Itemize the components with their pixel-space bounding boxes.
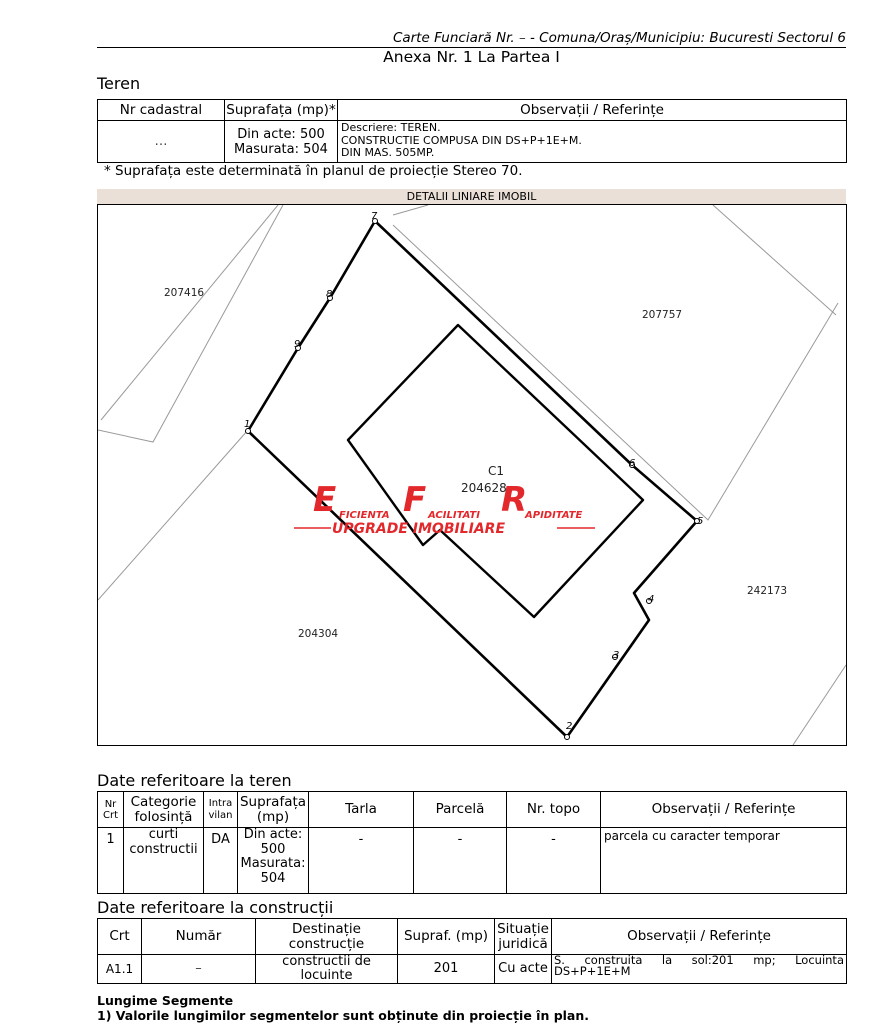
land-title: Date referitoare la teren [97, 771, 292, 790]
table-row [98, 828, 847, 894]
cf-number: – [518, 30, 526, 46]
watermark-word-3: APIDITATE [525, 510, 583, 521]
point-marker-2 [565, 735, 570, 740]
cadastral-header [97, 29, 846, 48]
land-nr-topo: - [507, 828, 601, 894]
land-categorie: curti constructii [124, 828, 204, 894]
watermark-initial-e: E [313, 480, 337, 520]
cons-obs-line-2: DS+P+1E+M [554, 964, 631, 978]
point-label-9: 9 [294, 339, 301, 350]
col-observatii: Observații / Referințe [552, 919, 847, 955]
locality: - Comuna/Oraș/Municipiu: Bucuresti Sectorul 6 [530, 30, 846, 46]
watermark-initial-f: F [403, 480, 427, 520]
col-categorie: Categorie folosință [124, 792, 204, 828]
col-suprafata: Suprafața (mp)* [225, 100, 338, 121]
col-parcela: Parcelă [414, 792, 507, 828]
annex-title: Anexa Nr. 1 La Partea I [383, 48, 560, 66]
col-crt: Crt [98, 919, 142, 955]
watermark-word-1: FICIENTA [339, 510, 390, 521]
area-acte: Din acte: 500 [237, 126, 325, 142]
point-label-1: 1 [244, 419, 251, 430]
nr-cadastral-value: … [98, 121, 225, 163]
watermark-initial-r: R [501, 480, 528, 520]
teren-area-cell [225, 121, 338, 163]
detail-section-label: DETALII LINIARE IMOBIL [97, 189, 846, 204]
col-suprafata: Suprafața (mp) [238, 792, 309, 828]
neighbor-line-207757-c [713, 205, 836, 315]
cons-observatii [552, 955, 847, 984]
obs-line: CONSTRUCTIE COMPUSA DIN DS+P+1E+M. [341, 133, 582, 147]
map-svg [98, 205, 846, 745]
point-markers [246, 219, 700, 740]
land-intravilan: DA [204, 828, 238, 894]
neighbor-line-207416 [101, 205, 278, 420]
constructions-table [97, 918, 847, 984]
cons-situatie: Cu acte [495, 955, 552, 984]
neighbor-line-207757-b [393, 225, 838, 520]
col-observatii: Observații / Referințe [601, 792, 847, 828]
col-tarla: Tarla [309, 792, 414, 828]
watermark-line-2: UPGRADE IMOBILIARE [332, 521, 506, 537]
neighbor-line-207416-b [98, 205, 283, 442]
neighbor-242173: 242173 [747, 585, 788, 597]
col-observatii: Observații / Referințe [338, 100, 847, 121]
col-intravilan: Intra vilan [204, 792, 238, 828]
point-label-5: 5 [697, 516, 704, 527]
teren-title: Teren [97, 74, 141, 93]
table-row [98, 955, 847, 984]
land-suprafata-masurata: Masurata: 504 [240, 856, 306, 886]
cons-obs-line-1: S. construita la sol:201 mp; Locuinta [554, 953, 844, 967]
watermark-word-2: ACILITATI [428, 510, 480, 521]
teren-table [97, 99, 847, 163]
cf-label: Carte Funciară Nr. [392, 30, 519, 46]
neighbor-line-204304 [98, 430, 248, 600]
neighbor-boundaries [98, 205, 846, 745]
land-table [97, 791, 847, 894]
land-tarla: - [309, 828, 414, 894]
land-parcela: - [414, 828, 507, 894]
teren-observations [338, 121, 847, 163]
obs-line: DIN MAS. 505MP. [341, 146, 435, 159]
area-masurata: Masurata: 504 [234, 141, 328, 157]
constructions-title: Date referitoare la construcții [97, 898, 334, 917]
agency-watermark [294, 480, 595, 537]
col-destinatie: Destinație construcție [256, 919, 398, 955]
col-nr-topo: Nr. topo [507, 792, 601, 828]
land-observatii: parcela cu caracter temporar [601, 828, 847, 894]
col-numar: Număr [142, 919, 256, 955]
col-situatie: Situație juridică [495, 919, 552, 955]
neighbor-line-242173 [793, 665, 846, 745]
point-label-7: 7 [371, 211, 378, 222]
segments-title: Lungime Segmente [97, 993, 234, 1008]
parcel-boundary [248, 221, 697, 737]
cons-destinatie: constructii de locuinte [256, 955, 398, 984]
point-labels [244, 211, 703, 732]
col-nr-crt: Nr Crt [98, 792, 124, 828]
cons-crt: A1.1 [98, 955, 142, 984]
neighbor-line-207757 [393, 205, 428, 215]
land-nr: 1 [98, 828, 124, 894]
land-suprafata-acte: Din acte: 500 [243, 827, 303, 857]
col-suprafata: Supraf. (mp) [398, 919, 495, 955]
stereo70-footnote: * Suprafața este determinată în planul de proiecție Stereo 70. [104, 163, 523, 179]
segments-note: 1) Valorile lungimilor segmentelor sunt obținute din proiecție în plan. [97, 1008, 590, 1023]
land-suprafata [238, 828, 309, 894]
cons-numar: – [142, 955, 256, 984]
point-label-2: 2 [566, 721, 573, 732]
neighbor-207416: 207416 [164, 287, 205, 299]
building-label: C1 [488, 464, 505, 478]
col-nr-cadastral: Nr cadastral [98, 100, 225, 121]
point-label-6: 6 [629, 458, 636, 469]
point-label-3: 3 [613, 650, 620, 661]
neighbor-207757: 207757 [642, 309, 683, 321]
point-label-4: 4 [648, 594, 655, 605]
neighbor-204304: 204304 [298, 628, 339, 640]
parcel-id-label: 204628 [461, 481, 507, 495]
cons-suprafata: 201 [398, 955, 495, 984]
point-label-8: 8 [326, 289, 333, 300]
cadastral-map [97, 204, 847, 746]
obs-line: Descriere: TEREN. [341, 121, 441, 134]
